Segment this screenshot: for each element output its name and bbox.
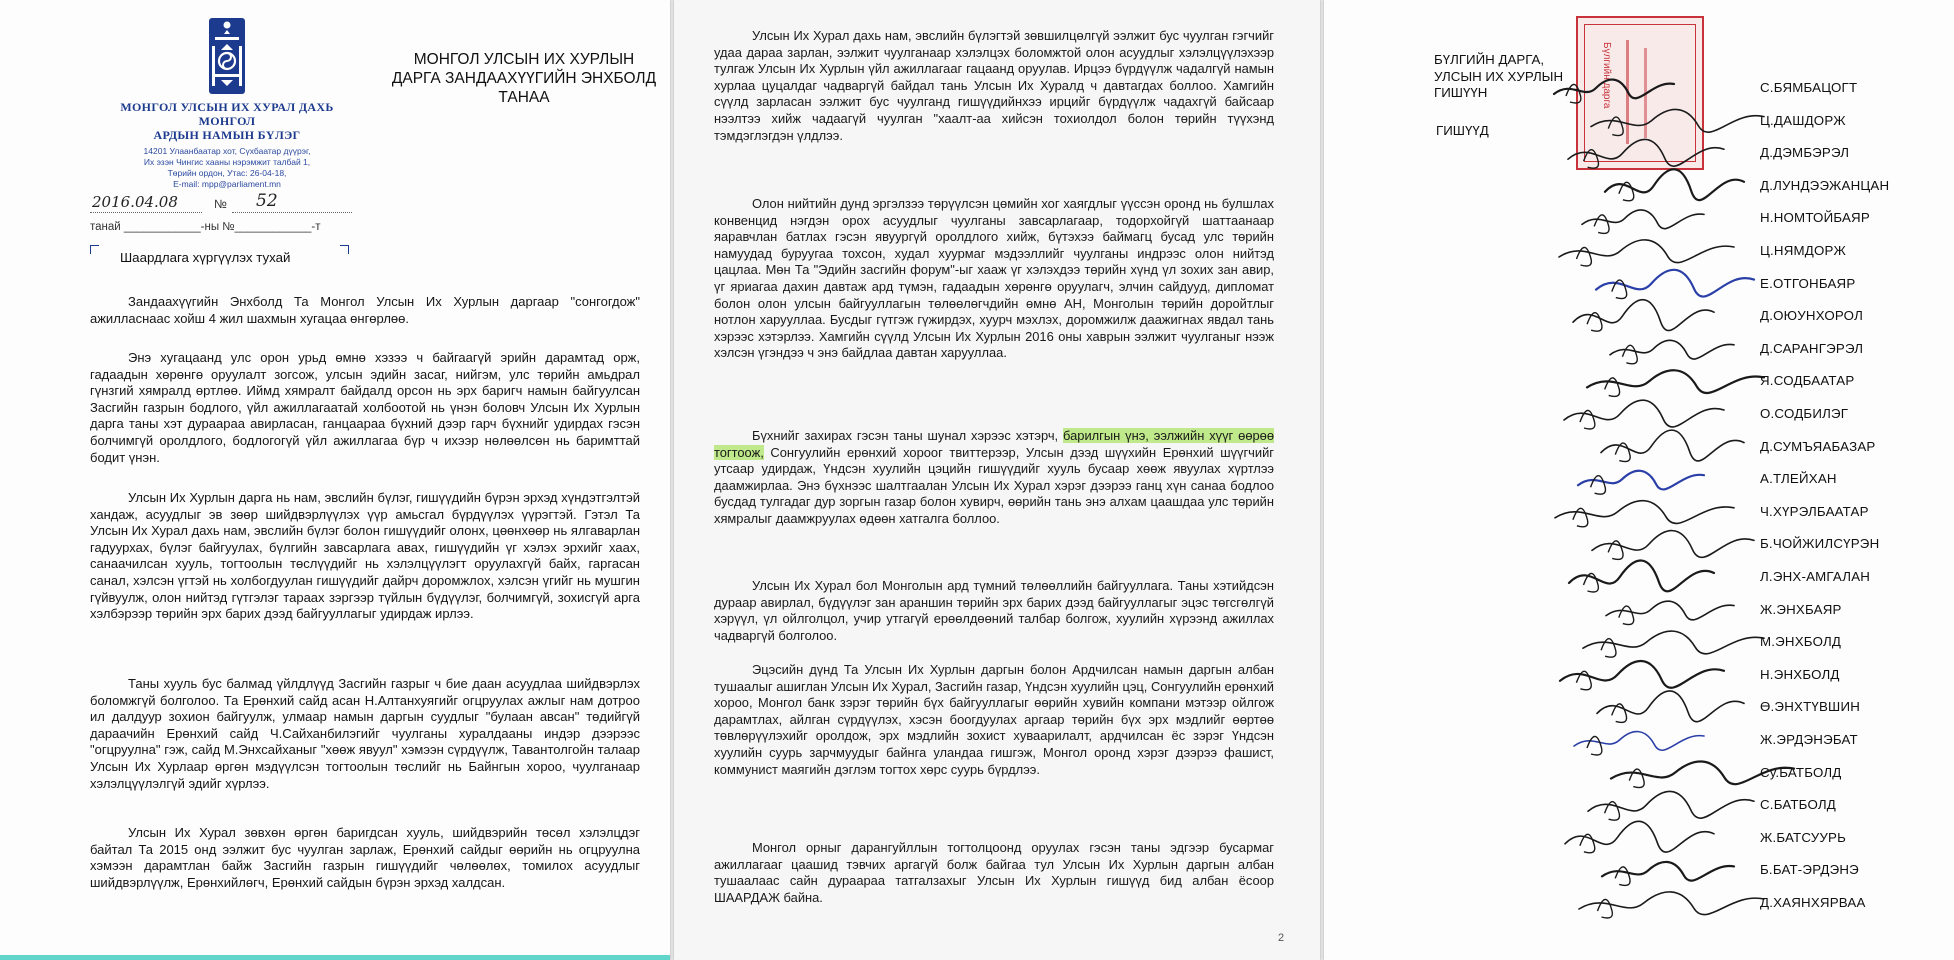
page2-paragraph-2: Олон нийтийн дунд эргэлзээ төрүүлсэн цөмийн хог хаягдлыг үүссэн оронд нь булшлах конвенцид нэгдэн орох асуудлыг чуулганы завсарлагаар, тодорхойгүй шаттаанаар яаравчлан батлах гэсэн явуургүй оролдлого хийж, бүтэхээ баймагц бусад улс төрийн намуудад буруугаа тохсон, худал хуурмаг мэдээллийг чуулганы индрээс олон нийтэд цацлаа. Мөн Та "Эдийн засгийн форум"-ыг хааж үг хэлэхдээ төрийн хүнд үл зохих зан авир, үг яриагаа дахин давтаж ард түмэн, гадаадын хөрөнгө оруулагч, элчин сайдууд, дипломат болон олон улсын байгууллагын төлөөлөгчдийн өмнө АН, Монголын төрийн доройтлыг нотлон харууллаа. Бусдыг гүтгэж гүжирдэх, хуурч мэхлэх, доромжилж даажигнах явдал тань хэрээс хэтэрлээ. Хамгийн сүүлд Улсын Их Хурлын 2016 оны хаврын ээлжит чуулганыг нээж хэлсэн үгэндээ ч энэ байдлаа давтан харууллаа. bbox=[714, 196, 1274, 361]
signatory-name: Ж.БАТСУУРЬ bbox=[1760, 829, 1847, 845]
subject-corner-right bbox=[340, 245, 349, 254]
page2-paragraph-1: Улсын Их Хурал дахь нам, эвслийн бүлэгтэй зөвшилцөлгүй ээлжит бус чуулган гэгчийг удаа дараа зарлан, ээлжит чуулганаар хэлэлцэх боломжтой олон асуудлыг хэлэлцүүлэхээр тулгаж Улсын Их Хурлын үйл ажиллагааг гацаанд оруулав. Ирцээ бүрдүүлж чадалгүй намын хурлаа цуцалдаг чадваргүй байдал тань Улсын Их Хуралд ч давтагдах боллоо. Хамгийн сүүлд зарласан ээлжит бус чуулганд гишүүдийнхээ ирцийг бүрдүүлж чадахгүй байсаар нээлтээ хийж чадаагүй чуулган "хаалт-аа хийсэн тохиолдол болон төрийн түүхэнд тэмдэглэгдэн үлдлээ. bbox=[714, 28, 1274, 143]
signature-icon bbox=[1582, 210, 1704, 229]
page1-paragraph-2: Энэ хугацаанд улс орон урьд өмнө хэзээ ч байгаагүй эрийн дарамтад орж, гадаадын хөрөнгө оруулалт зогсож, улсын эдийн засаг, нийгэм, улс төрийн амьдрал гүнзгий хямралд өртлөө. Иймд хямралт байдалд орсон нь эрх баригч намын байгуулсан Засгийн газрын бодлого, үйл ажиллагаатай холбоотой нь үнэн боловч Улсын Их Хурлын дарга таны хэт дураараа авирласан, ганцаараа бүхний дээр гарч бүхнийг удирдах гэсэн болчимгүй оролдлого, бодлогогүй үйл ажиллагаа бүр ч ихээр нөлөөлсөн нь баримттай бодит үнэн. bbox=[90, 350, 640, 465]
signatory-name: Л.ЭНХ-АМГАЛАН bbox=[1760, 569, 1871, 584]
letter-number: 52 bbox=[256, 191, 278, 211]
org-name-line2: МОНГОЛ bbox=[198, 114, 256, 128]
signature-icon bbox=[1592, 531, 1754, 558]
number-underline bbox=[232, 212, 352, 213]
signatures-area bbox=[1324, 0, 1954, 960]
signatory-name: Д.САРАНГЭРЭЛ bbox=[1760, 340, 1864, 356]
highlighted-phrase: барилгын үнэ, ээлжийн хүүг өөрөө тогтоож, bbox=[714, 428, 1274, 460]
page1-paragraph-4: Таны хууль бус балмад үйлдлүүд Засгийн газрыг ч бие даан асуудлаа шийдвэрлэх боломжгүй болголоо. Та Ерөнхий сайд асан Н.Алтанхуягийг огцруулах ажлыг нам дотроо ил далдуур зохион байгуулж, улмаар намын даргын суудлыг "булаан авсан" төдийгүй дараачийн Ерөнхий сайд Ч.Сайханбилэгийг чуулганы хуралдааны индэр дээрээс "огцруулна" гэж, сайд М.Энхсайханыг "хөөж явуул" хэмээн сүрдүүлж, Тавантолгойн талаар Улсын Их Хурлаар өргөн мэдүүлсэн тогтоолын төслийг нь Байнгын хороо, чуулганаар хэлэлцүүлэлгүй эдийг хүрлээ. bbox=[90, 676, 640, 791]
signatory-name: С.БАТБОЛД bbox=[1760, 797, 1836, 813]
signatory-name: Б.ЧОЙЖИЛСҮРЭН bbox=[1760, 536, 1880, 552]
signatory-name: Д.ЛУНДЭЭЖАНЦАН bbox=[1760, 177, 1890, 193]
signatory-name: Ө.ЭНХТҮВШИН bbox=[1760, 699, 1860, 715]
signature-icon bbox=[1601, 430, 1744, 461]
recipient-block bbox=[380, 50, 668, 107]
signature-icon bbox=[1565, 821, 1714, 852]
signature-flourish-icon bbox=[1594, 215, 1609, 234]
page2-paragraph-4: Улсын Их Хурал бол Монголын ард түмний төлөөллийн байгууллага. Таны хэтийдсэн дураар авирлал, бүдүүлэг зан араншин төрийн эрх барих дээд байгууллагыг эцэс төгсгөлгүй хэрүүл, үл ойлголцол, учир утгагүй ерөөлдөөний талбар болгож, хуулийн хүрээнд ажиллах чадваргүй болголоо. bbox=[714, 578, 1274, 643]
signatory-name: А.ТЛЕЙХАН bbox=[1760, 471, 1837, 487]
signature-icon bbox=[1605, 169, 1744, 200]
number-sign: № bbox=[214, 197, 227, 211]
address-line3: Төрийн ордон, Утас: 26-04-18, bbox=[167, 168, 287, 178]
page2-paragraph-6: Монгол орныг дарангуйллын тогтолцоонд оруулах гэсэн таны эдгээр бусармаг ажиллагааг цаашид тэвчих аргагүй болж байгаа тул Улсын Их Хурлын даргын албан тушаалаас сайн дураараа татгалзахыг Улсын Их Хурлын гишүүд бид албан ёсоор ШААРДАЖ байна. bbox=[714, 840, 1274, 905]
signature-icon bbox=[1564, 400, 1724, 427]
address-line1: 14201 Улаанбаатар хот, Сүхбаатар дүүрэг, bbox=[143, 146, 311, 156]
letter-page-2 bbox=[674, 0, 1320, 960]
signature-flourish-icon bbox=[1566, 84, 1581, 103]
signatory-name: Д.СУМЪЯАБАЗАР bbox=[1760, 438, 1876, 454]
signature-icon bbox=[1578, 471, 1704, 490]
signatory-name: Ж.ЭНХБАЯР bbox=[1760, 601, 1842, 617]
signatory-name: Ц.ДАШДОРЖ bbox=[1760, 112, 1846, 128]
soyombo-emblem-icon bbox=[202, 14, 252, 98]
signature-icon bbox=[1554, 80, 1674, 99]
signature-icon bbox=[1555, 501, 1734, 524]
page2-paragraph-3 bbox=[714, 428, 1274, 528]
signatory-name: Д.ОЮУНХОРОЛ bbox=[1760, 308, 1863, 324]
signature-page bbox=[1324, 0, 1954, 960]
signatory-name: Д.ХАЯНХЯРВАА bbox=[1760, 895, 1866, 910]
page-number: 2 bbox=[1278, 932, 1285, 944]
signature-icon bbox=[1568, 139, 1724, 166]
signatory-name: Е.ОТГОНБАЯР bbox=[1760, 275, 1856, 291]
page-edge-strip bbox=[0, 955, 670, 960]
signature-icon bbox=[1597, 691, 1744, 722]
signatory-name: Б.БАТ-ЭРДЭНЭ bbox=[1760, 862, 1859, 878]
signature-icon bbox=[1559, 240, 1734, 263]
signature-flourish-icon bbox=[1591, 476, 1606, 495]
page2-paragraph-3-rest: Сонгуулийн ерөнхий хороог твиттерээр, Улсын дээд шүүхийн Ерөнхий шүүгчийг утсаар удирдаж, Үндсэн хуулийн цэцийн гишүүдийг хууль бусаар хөөж явуулах хүртлээ даамжирлаа. Энэ бүхнээс шалтгаалан Улсын Их Хурал хэрэг дээрээ ганц хүн санаа бодлоо бусдад тулгадаг дур зоргын газар болон хувирч, өөрийн тань энэ алхам цаашдаа улс төрийн хямралыг даамжруулах өдөөн хатгалга боллоо. bbox=[714, 444, 1274, 526]
stamp-text: Бүлгийн дарга bbox=[1601, 42, 1612, 109]
signature-icon bbox=[1602, 862, 1734, 881]
signatory-name: М.ЭНХБОЛД bbox=[1760, 634, 1842, 650]
signature-icon bbox=[1606, 601, 1734, 620]
signature-flourish-icon bbox=[1615, 867, 1630, 886]
signature-icon bbox=[1573, 300, 1714, 331]
signature-icon bbox=[1596, 270, 1754, 297]
address-line2: Их эзэн Чингис хааны нэрэмжит талбай 1, bbox=[143, 157, 311, 167]
signature-icon bbox=[1579, 892, 1764, 915]
signatory-name: Д.ДЭМБЭРЭЛ bbox=[1760, 145, 1850, 161]
email-line: E-mail: mpp@parliament.mn bbox=[173, 179, 281, 189]
signatory-name: Ц.НЯМДОРЖ bbox=[1760, 243, 1846, 258]
members-label: ГИШҮҮД bbox=[1436, 123, 1489, 138]
subject-corner-left bbox=[90, 245, 99, 254]
signatory-name: Н.ЭНХБОЛД bbox=[1760, 666, 1840, 682]
page1-paragraph-1: Зандаахүүгийн Энхболд Та Монгол Улсын Их Хурлын даргаар "сонгогдож" ажилласнаас хойш 4 жил шахмын хугацаа өнгөрлөө. bbox=[90, 294, 640, 326]
recipient-line2: ДАРГА ЗАНДААХҮҮГИЙН ЭНХБОЛД bbox=[391, 70, 657, 87]
recipient-line1: МОНГОЛ УЛСЫН ИХ ХУРЛЫН bbox=[413, 51, 635, 68]
subject-line: Шаардлага хүргүүлэх тухай bbox=[120, 250, 291, 265]
signature-icon bbox=[1583, 631, 1764, 654]
signature-icon bbox=[1560, 661, 1724, 688]
signatory-name: Ч.ХҮРЭЛБААТАР bbox=[1760, 503, 1869, 519]
signatory-name: С.БЯМБАЦОГТ bbox=[1760, 80, 1858, 95]
signatory-name: О.СОДБИЛЭГ bbox=[1760, 406, 1849, 421]
page1-paragraph-5: Улсын Их Хурал зөвхөн өргөн баригдсан хууль, шийдвэрийн төсөл хэлэлцдэг байтал Та 2015 онд ээлжит бус чуулган зарлаж, Ерөнхий сайдыг өөрийн нь огцруулна хэмээн дарамтлан байж Засгийн газрын гишүүдийг чөлөөлөх, томилох асуудлыг шийдвэрлүүлж, Ерөнхийлөгч, Ерөнхий сайдын бүрэн эрхэд халдсан. bbox=[90, 825, 640, 890]
page1-paragraph-3: Улсын Их Хурлын дарга нь нам, эвслийн бүлэг, гишүүдийн бүрэн эрхэд хүндэтгэлтэй хандаж, асуудлыг эв зөөр шийдвэрлүүлэх үүр амьсгал бүрдүүлэх үүрэгтэй. Гэтэл Та Улсын Их Хурал дахь нам, эвслийн бүлэг болон гишүүдийг олонх, цөөнхөөр нь ялгаварлан гадуурхах, бүлэг байгуулах, бүлгийн завсарлага авах, гишүүдийн үг хэлэх эрхийг хаах, санаачилсан хууль, тогтоолын төслүүдийг нь хэлэлцүүлэгт оруулахгүй байх, гаргасан санал, хэлсэн үгтэй нь холбогдуулан гишүүдийг дайрч доромжлох, хэлсэн үгийг нь мушгин гүйвуулж, олон нийтэд гүтгэлэг тараах зэргээр түйлын бүдүүлэг, болчимгүй, зохисгүй арга хэлбэрээр төрийн эрх барих дээд байгууллагыг удирдаж ирлээ. bbox=[90, 490, 640, 622]
reference-line: танай ____________-ны №____________-т bbox=[90, 221, 321, 233]
org-name-line1: МОНГОЛ УЛСЫН ИХ ХУРАЛ ДАХЬ bbox=[120, 100, 334, 114]
signature-icon bbox=[1588, 791, 1754, 818]
chair-heading-line1: БҮЛГИЙН ДАРГА, bbox=[1434, 52, 1545, 67]
signature-icon bbox=[1591, 109, 1764, 132]
page2-paragraph-3-start: Бүхнийг захирах гэсэн таны шунал хэрээс хэтэрч, bbox=[752, 428, 1064, 443]
signatory-name: Ж.ЭРДЭНЭБАТ bbox=[1760, 732, 1858, 747]
chair-heading-line3: ГИШҮҮН bbox=[1434, 85, 1488, 100]
letter-date: 2016.04.08 bbox=[92, 193, 178, 211]
signature-icon bbox=[1610, 340, 1734, 359]
signatory-name: Я.СОДБААТАР bbox=[1760, 373, 1855, 389]
page2-paragraph-5: Эцэсийн дүнд Та Улсын Их Хурлын даргын болон Ардчилсан намын даргын албан тушаалыг ашиглан Улсын Их Хурал, Засгийн газар, Үндсэн хуулийн цэц, Сонгуулийн ерөнхий хороо, Монгол банк зэрэг төрийн бүх байгууллагыг өөрийн хувийн компани мэтээр ойлгож дарамтлах, айлган сүрдүүлэх, хэсэн боогдуулах аргаар төрийн бүх эрх мэдлийг өөртөө төвлөрүүлэхийг оролдож, эрх мэдлийн зохист хуваарилалт, ардчилсан ёс зэрэг Үндсэн хуулийн суурь зарчмуудыг байнга уландаа гишгэж, Монгол оронд хэрэг дээрээ фашист, коммунист маягийн дэглэм тогтох хөрс суурь бүрдлээ. bbox=[714, 662, 1274, 777]
signature-flourish-icon bbox=[1622, 345, 1637, 364]
letter-page-1 bbox=[0, 0, 670, 960]
signatory-name: Н.НОМТОЙБАЯР bbox=[1760, 210, 1870, 226]
chair-heading-line2: УЛСЫН ИХ ХУРЛЫН bbox=[1434, 68, 1564, 84]
signatory-name: Су.БАТБОЛД bbox=[1760, 764, 1842, 780]
signature-icon bbox=[1569, 561, 1714, 592]
signature-icon bbox=[1574, 732, 1704, 751]
recipient-line3: ТАНАА bbox=[498, 89, 550, 106]
date-underline bbox=[90, 212, 202, 213]
org-name-line3: АРДЫН НАМЫН БҮЛЭГ bbox=[153, 128, 301, 142]
signature-icon bbox=[1587, 370, 1764, 393]
signature-flourish-icon bbox=[1587, 736, 1602, 755]
signature-flourish-icon bbox=[1619, 606, 1634, 625]
